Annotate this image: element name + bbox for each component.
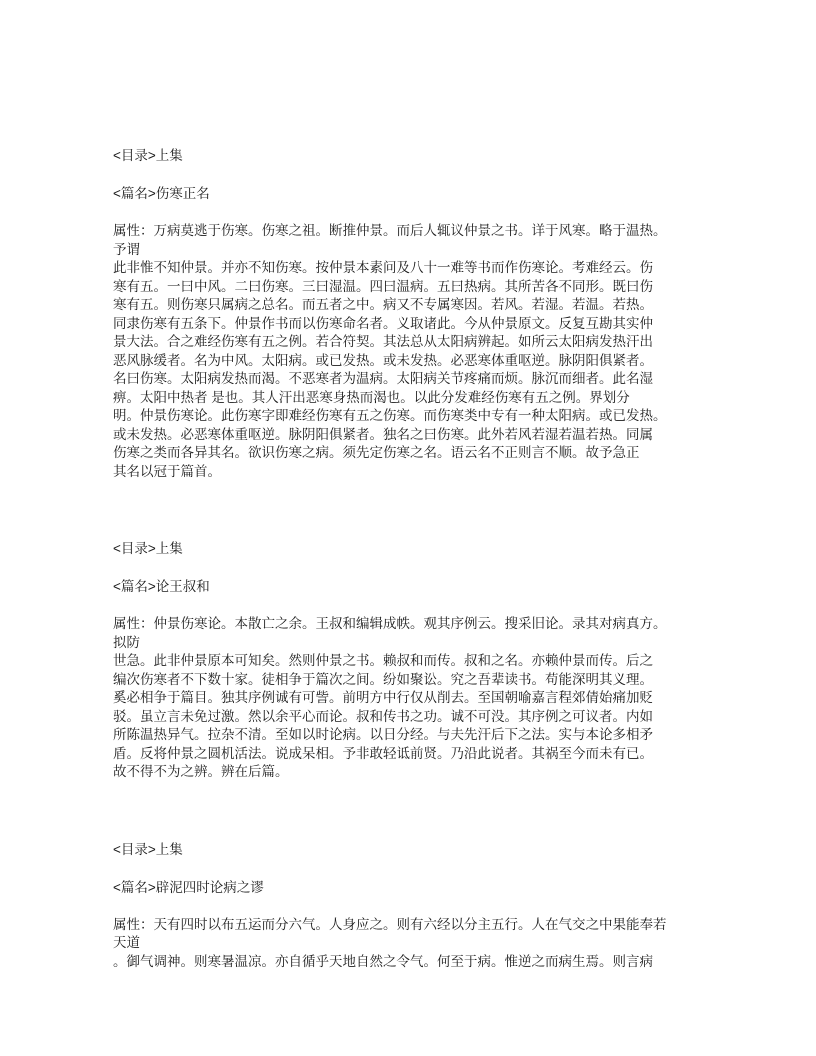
paragraph-line: 景大法。合之难经伤寒有五之例。若合符契。其法总从太阳病辨起。如所云太阳病发热汗出 — [113, 334, 653, 349]
paragraph-line: 奚必相争于篇目。独其序例诚有可訾。前明方中行仅从削去。至国朝喻嘉言程郊倩始痛加贬 — [113, 690, 653, 705]
paragraph-line: 痹。太阳中热者 是也。其人汗出恶寒身热而渴也。以此分发难经伤寒有五之例。界划分 — [113, 389, 630, 405]
section-pini-sishi — [113, 840, 733, 972]
paragraph-line: 寒有五。则伤寒只属病之总名。而五者之中。病又不专属寒因。若风。若湿。若温。若热。 — [113, 297, 653, 312]
paragraph-line: 明。仲景伤寒论。此伤寒字即难经伤寒有五之伤寒。而伤寒类中专有一种太阳病。或已发热。 — [113, 408, 667, 423]
paragraph-line: 寒有五。一曰中风。二曰伤寒。三曰湿温。四曰温病。五曰热病。其所苦各不同形。既曰伤 — [113, 278, 653, 294]
paragraph-line: 故不得不为之辨。辨在后篇。 — [113, 764, 289, 779]
toc-line: <目录>上集 — [113, 148, 183, 163]
paragraph-line: 所陈温热异气。拉杂不清。至如以时论病。以日分经。与夫先汗后下之法。实与本论多相矛 — [113, 727, 653, 742]
section-title: <篇名>论王叔和 — [113, 579, 210, 594]
document-page — [113, 146, 733, 1029]
paragraph-line: 盾。反将仲景之圆机活法。说成呆相。予非敢轻诋前贤。乃沿此说者。其祸至今而未有已。 — [113, 745, 653, 761]
paragraph-line: 编次伤寒者不下数十家。徒相争于篇次之间。纷如聚讼。究之吾辈读书。苟能深明其义理。 — [113, 671, 653, 687]
paragraph-line: 属性：万病莫逃于伤寒。伤寒之祖。断推仲景。而后人辄议仲景之书。详于风寒。略于温热。 — [113, 223, 667, 238]
section-body — [113, 916, 733, 972]
section-body — [113, 615, 733, 782]
section-shanghan-zhengming — [113, 146, 733, 481]
paragraph-line: 伤寒之类而各异其名。欲识伤寒之病。须先定伤寒之名。语云名不正则言不顺。故予急正 — [113, 445, 640, 460]
section-title: <篇名>辟泥四时论病之谬 — [113, 879, 264, 895]
paragraph-line: 予谓 — [113, 241, 140, 257]
paragraph-line: 。御气调神。则寒暑温凉。亦自循乎天地自然之令气。何至于病。惟逆之而病生焉。则言病 — [113, 953, 653, 969]
paragraph-line: 同隶伤寒有五条下。仲景作书而以伤寒命名者。义取诸此。今从仲景原文。反复互勘其实仲 — [113, 315, 653, 331]
section-title: <篇名>伤寒正名 — [113, 186, 210, 201]
paragraph-line: 属性：仲景伤寒论。本散亡之余。王叔和编辑成帙。观其序例云。搜采旧论。录其对病真方。 — [113, 616, 667, 631]
paragraph-line: 天道 — [113, 935, 140, 950]
paragraph-line: 属性：天有四时以布五运而分六气。人身应之。则有六经以分主五行。人在气交之中果能奉若 — [113, 916, 667, 932]
section-body — [113, 222, 733, 481]
paragraph-line: 或未发热。必恶寒体重呕逆。脉阴阳俱紧者。独名之曰伤寒。此外若风若湿若温若热。同属 — [113, 426, 653, 442]
toc-line: <目录>上集 — [113, 541, 183, 556]
paragraph-line: 其名以冠于篇首。 — [113, 463, 221, 479]
paragraph-line: 恶风脉缓者。名为中风。太阳病。或已发热。或未发热。必恶寒体重呕逆。脉阴阳俱紧者。 — [113, 352, 653, 368]
paragraph-line: 此非惟不知仲景。并亦不知伤寒。按仲景本素问及八十一难等书而作伤寒论。考难经云。伤 — [113, 260, 653, 275]
toc-line: <目录>上集 — [113, 841, 183, 857]
section-lun-wang-shuhe — [113, 539, 733, 782]
paragraph-line: 驳。虽立言未免过激。然以余平心而论。叔和传书之功。诚不可没。其序例之可议者。内如 — [113, 708, 653, 724]
paragraph-line: 名曰伤寒。太阳病发热而渴。不恶寒者为温病。太阳病关节疼痛而烦。脉沉而细者。此名湿 — [113, 371, 653, 386]
paragraph-line: 世急。此非仲景原本可知矣。然则仲景之书。赖叔和而传。叔和之名。亦赖仲景而传。后之 — [113, 653, 653, 668]
paragraph-line: 拟防 — [113, 634, 140, 650]
